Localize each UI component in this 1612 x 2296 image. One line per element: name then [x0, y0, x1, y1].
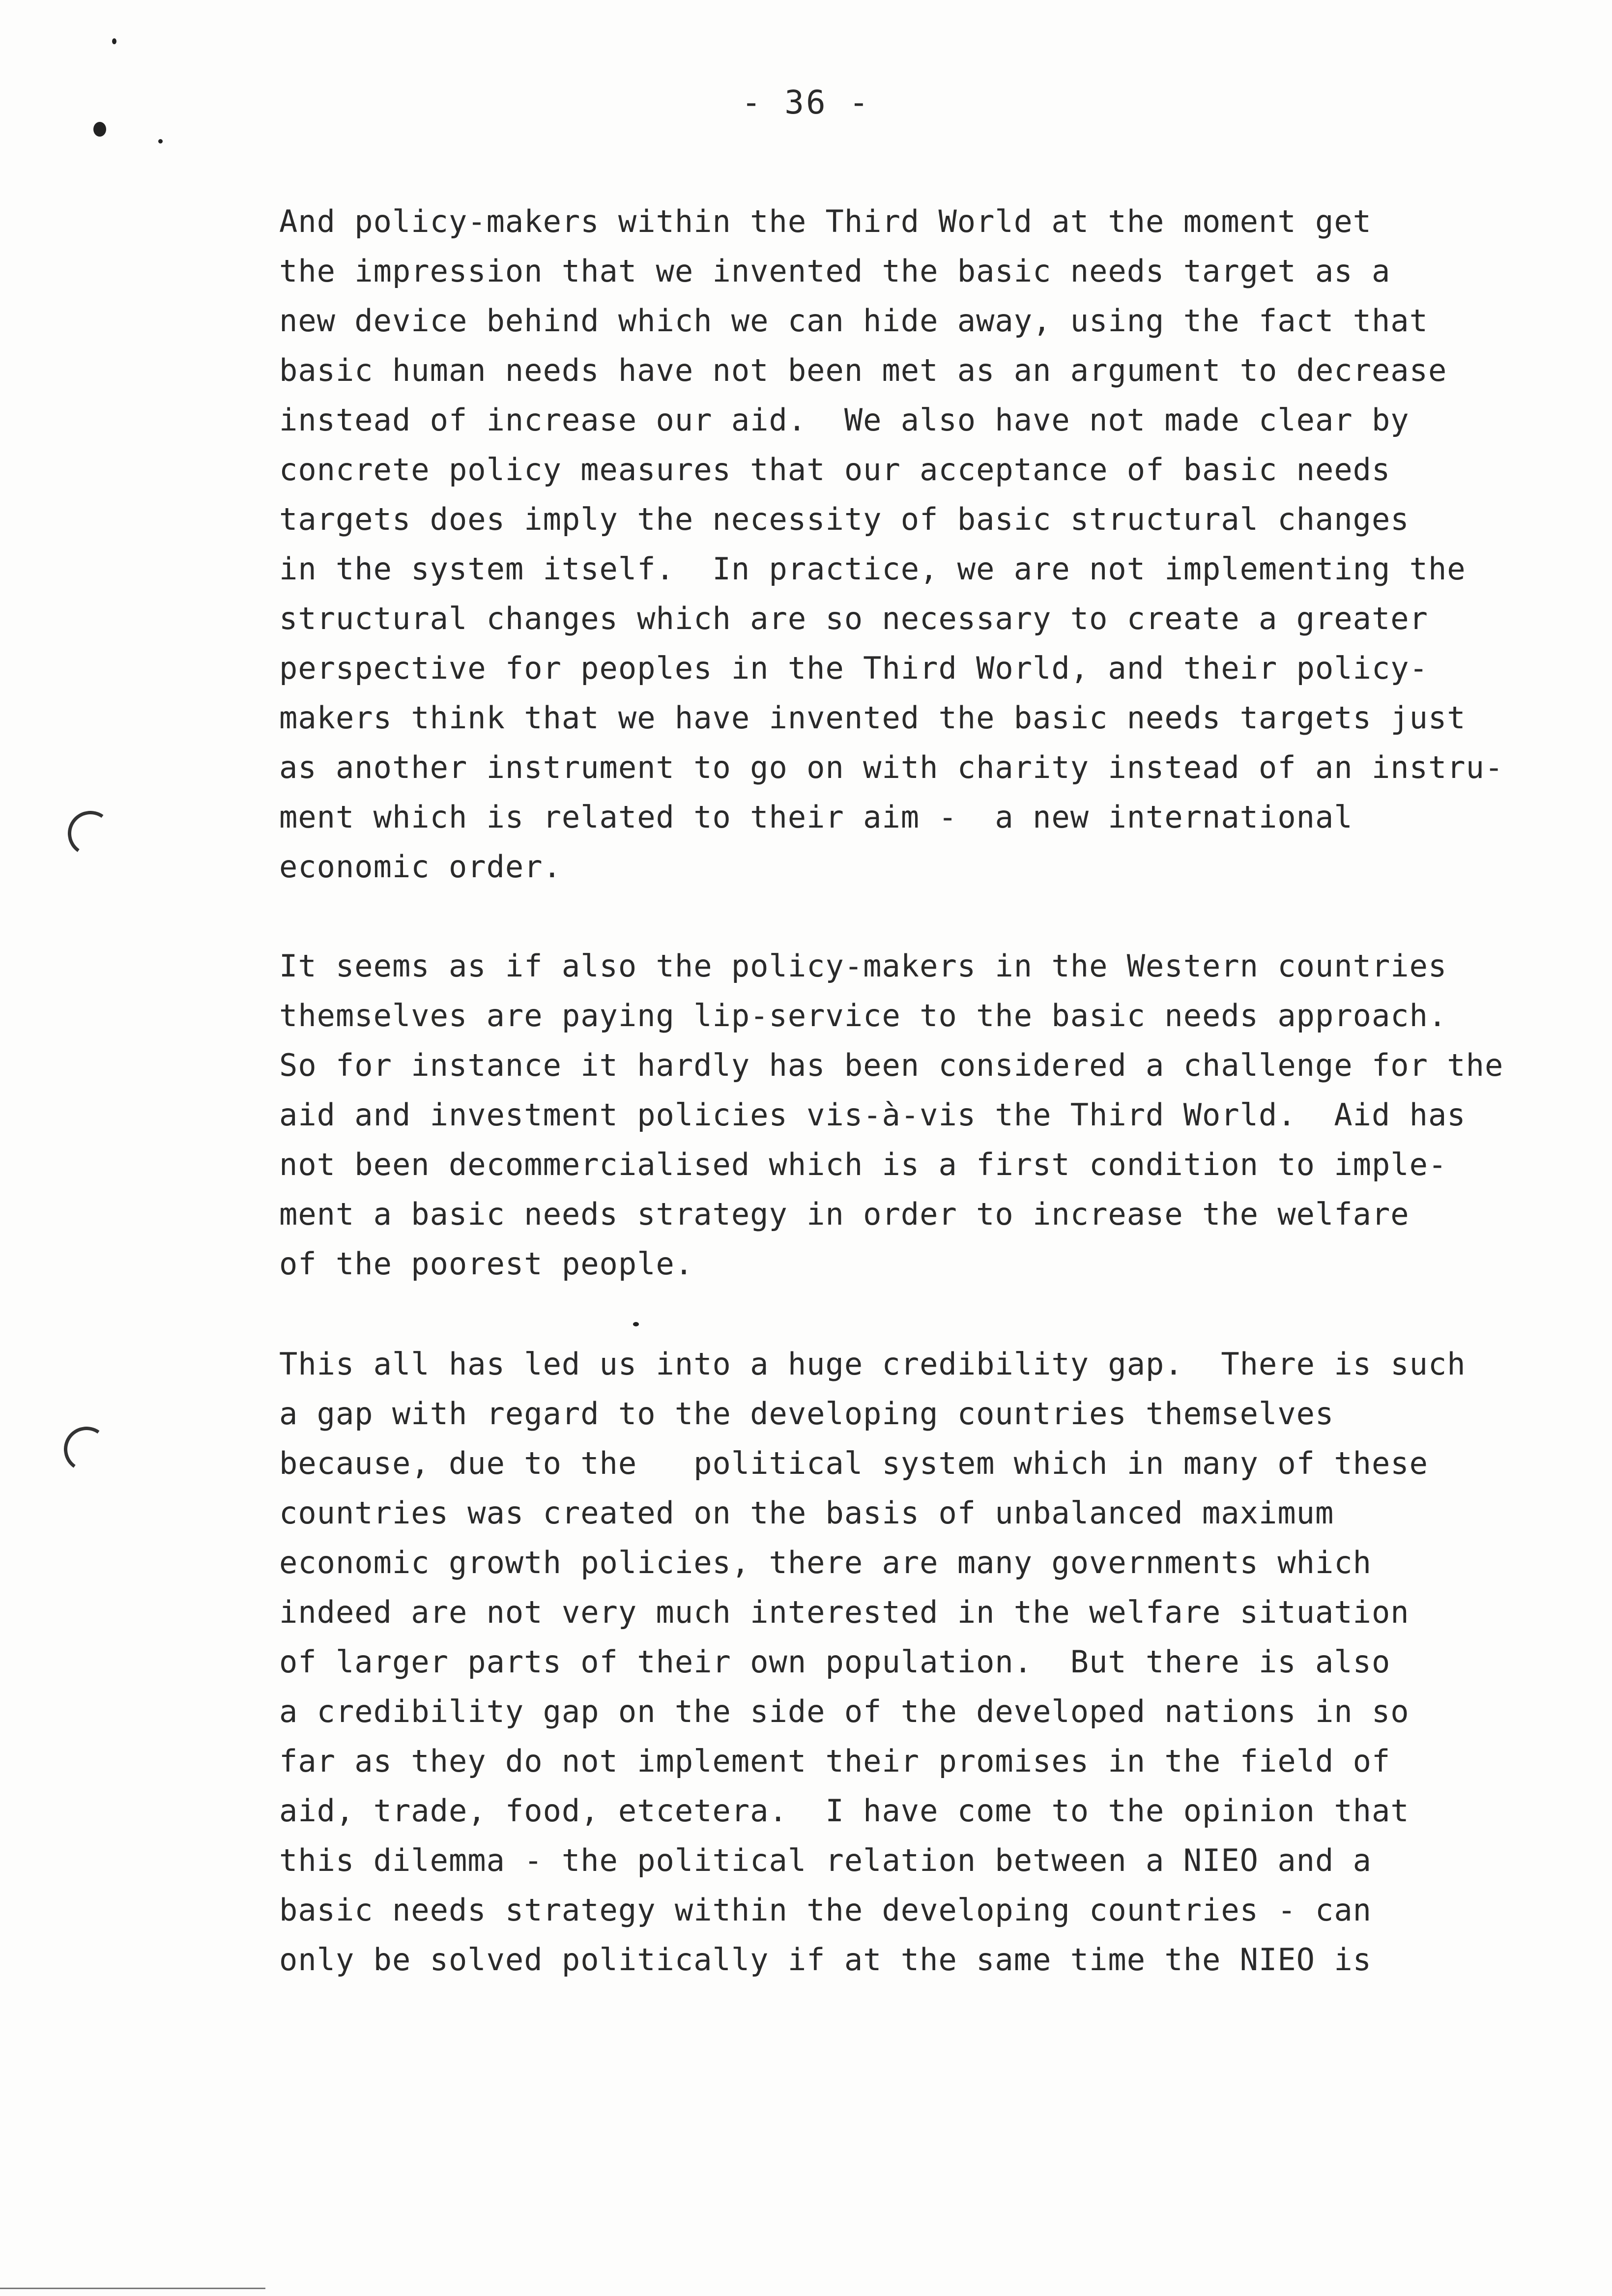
text-line: only be solved politically if at the same time the NIEO is	[279, 1942, 1372, 1978]
text-line: economic order.	[279, 849, 562, 885]
text-line: themselves are paying lip-service to the basic needs approach.	[279, 998, 1447, 1033]
text-line: ment a basic needs strategy in order to increase the welfare	[279, 1196, 1410, 1232]
scan-speck	[112, 38, 116, 44]
text-line: aid and investment policies vis-à-vis the Third World. Aid has	[279, 1097, 1466, 1133]
text-line: It seems as if also the policy-makers in the Western countries	[279, 948, 1447, 984]
paragraph	[279, 197, 1503, 891]
text-line: basic needs strategy within the developing countries - can	[279, 1892, 1372, 1928]
text-line: basic human needs have not been met as an argument to decrease	[279, 352, 1447, 388]
punch-hole-mark	[64, 807, 117, 860]
text-line: countries was created on the basis of unbalanced maximum	[279, 1495, 1334, 1531]
text-line: targets does imply the necessity of basic structural changes	[279, 501, 1410, 537]
text-line: far as they do not implement their promises in the field of	[279, 1743, 1391, 1779]
text-line: makers think that we have invented the basic needs targets just	[279, 700, 1466, 736]
scan-speck	[633, 1322, 639, 1326]
text-line: this dilemma - the political relation between a NIEO and a	[279, 1842, 1372, 1878]
text-line: perspective for peoples in the Third World, and their policy-	[279, 650, 1428, 686]
text-line: So for instance it hardly has been considered a challenge for the	[279, 1047, 1504, 1083]
paragraph	[279, 1339, 1466, 1984]
text-line: economic growth policies, there are many governments which	[279, 1545, 1372, 1580]
text-line: as another instrument to go on with charity instead of an instru-	[279, 749, 1504, 785]
text-line: new device behind which we can hide away, using the fact that	[279, 303, 1428, 339]
paragraph	[279, 941, 1503, 1289]
text-line: of larger parts of their own population. But there is also	[279, 1644, 1391, 1680]
text-line: concrete policy measures that our acceptance of basic needs	[279, 452, 1391, 488]
text-line: And policy-makers within the Third World at the moment get	[279, 203, 1372, 239]
text-line: a credibility gap on the side of the developed nations in so	[279, 1693, 1410, 1729]
text-line: This all has led us into a huge credibility gap. There is such	[279, 1346, 1466, 1382]
page-number: - 36 -	[741, 84, 871, 121]
text-line: aid, trade, food, etcetera. I have come to the opinion that	[279, 1793, 1410, 1829]
scan-speck	[93, 122, 106, 137]
scan-speck	[158, 139, 163, 144]
text-line: in the system itself. In practice, we are not implementing the	[279, 551, 1466, 587]
text-line: ment which is related to their aim - a new international	[279, 799, 1353, 835]
text-line: because, due to the political system which in many of these	[279, 1445, 1428, 1481]
text-line: the impression that we invented the basic needs target as a	[279, 253, 1391, 289]
text-line: of the poorest people.	[279, 1246, 694, 1282]
punch-hole-mark	[60, 1423, 113, 1476]
text-line: indeed are not very much interested in the welfare situation	[279, 1594, 1410, 1630]
text-line: not been decommercialised which is a first condition to imple-	[279, 1147, 1447, 1182]
text-line: instead of increase our aid. We also have not made clear by	[279, 402, 1410, 438]
text-line: a gap with regard to the developing countries themselves	[279, 1396, 1334, 1432]
scan-edge-line	[0, 2288, 265, 2289]
text-line: structural changes which are so necessary to create a greater	[279, 601, 1428, 636]
